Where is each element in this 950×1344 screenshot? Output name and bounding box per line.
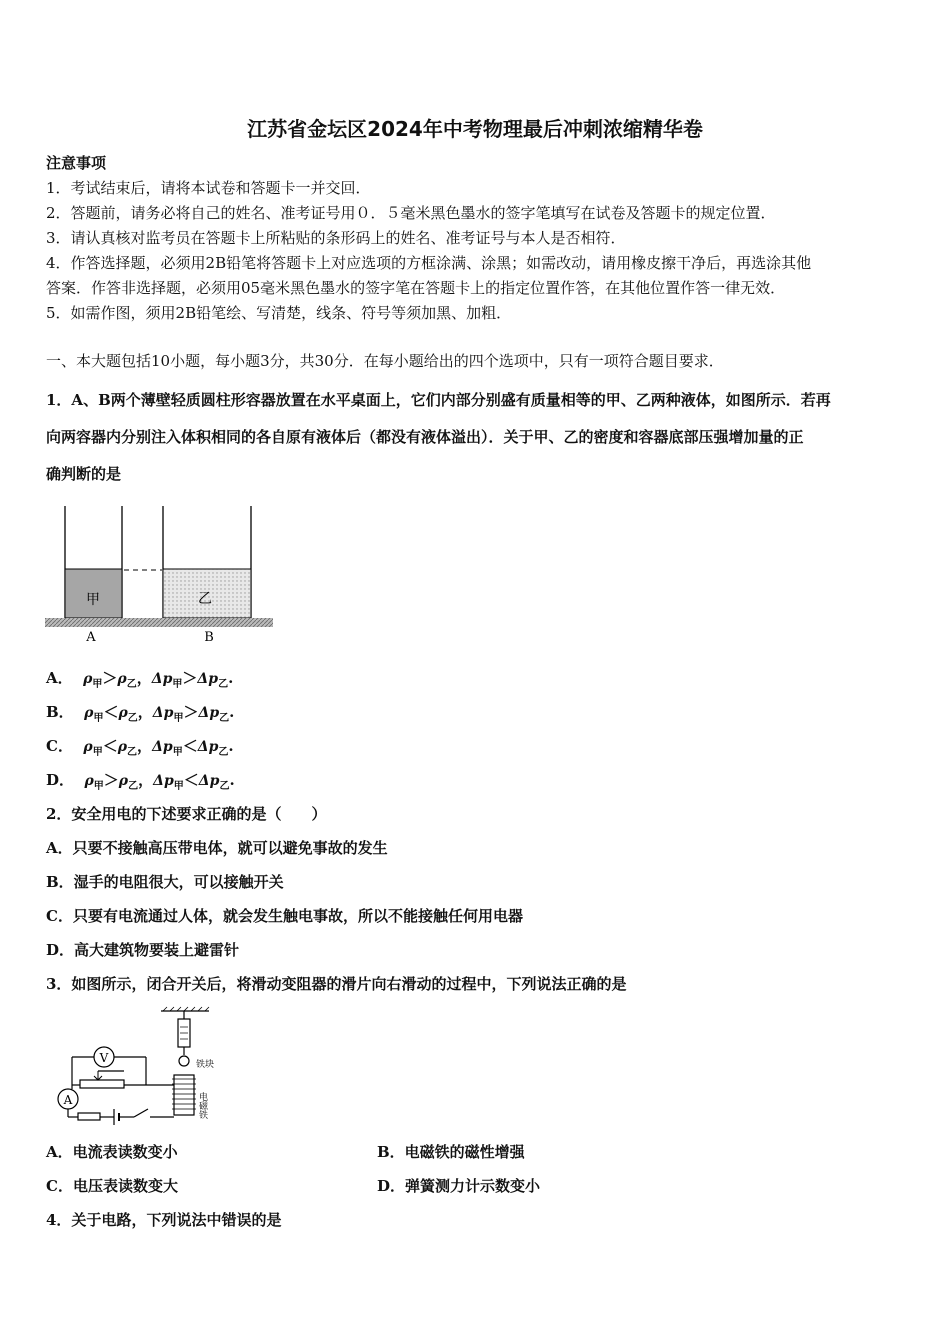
question-3-option-c[interactable]: C．电压表读数变大 — [46, 1177, 178, 1195]
containers-figure — [40, 500, 280, 650]
notice-item: 5．如需作图，须用2B铅笔绘、写清楚，线条、符号等须加黑、加粗． — [46, 304, 512, 322]
page-title: 江苏省金坛区2024年中考物理最后冲刺浓缩精华卷 — [247, 117, 703, 141]
question-1-option-d[interactable]: D． $\rho_甲>\rho_乙$，$\Delta p_甲<\Delta p_乙$. — [46, 771, 235, 792]
question-1-option-c[interactable]: C． $\rho_甲<\rho_乙$，$\Delta p_甲<\Delta p_乙$. — [46, 737, 234, 758]
ammeter-label: A — [63, 1093, 73, 1107]
electromagnet-label: 电磁铁 — [197, 1092, 207, 1119]
question-4-stem: 4．关于电路，下列说法中错误的是 — [46, 1211, 282, 1229]
table-surface — [45, 618, 273, 627]
notice-item: 3．请认真核对监考员在答题卡上所粘贴的条形码上的姓名、准考证号与本人是否相符． — [46, 229, 626, 247]
notice-heading: 注意事项 — [46, 154, 107, 172]
container-b — [163, 506, 251, 618]
question-2-option-c[interactable]: C．只要有电流通过人体，就会发生触电事故，所以不能接触任何用电器 — [46, 907, 523, 925]
question-1-line: 向两容器内分别注入体积相同的各自原有液体后（都没有液体溢出）．关于甲、乙的密度和容器底部压强增加量的正 — [46, 428, 804, 446]
container-b-label: B — [204, 630, 214, 645]
question-3-option-a[interactable]: A．电流表读数变小 — [46, 1143, 178, 1161]
notice-item: 4．作答选择题，必须用2B铅笔将答题卡上对应选项的方框涂满、涂黑；如需改动，请用橡皮擦干净后，再选涂其他 — [46, 254, 812, 272]
question-2-option-a[interactable]: A．只要不接触高压带电体，就可以避免事故的发生 — [46, 839, 388, 857]
question-2-stem: 2．安全用电的下述要求正确的是（ ） — [46, 805, 327, 823]
question-1-line: 确判断的是 — [46, 465, 122, 483]
question-3-stem: 3．如图所示，闭合开关后，将滑动变阻器的滑片向右滑动的过程中，下列说法正确的是 — [46, 975, 627, 993]
question-2-option-d[interactable]: D．高大建筑物要装上避雷针 — [46, 941, 240, 959]
switch — [134, 1109, 148, 1117]
notice-item: 2．答题前，请务必将自己的姓名、准考证号用０．５毫米黑色墨水的签字笔填写在试卷及答题卡的规定位置． — [46, 204, 776, 222]
question-2-option-b[interactable]: B．湿手的电阻很大，可以接触开关 — [46, 873, 284, 891]
resistor — [78, 1113, 100, 1120]
rheostat — [80, 1080, 124, 1088]
question-3-option-d[interactable]: D．弹簧测力计示数变小 — [377, 1177, 541, 1195]
liquid-b-label: 乙 — [198, 591, 212, 607]
question-1-option-a[interactable]: A． $\rho_甲>\rho_乙$，$\Delta p_甲>\Delta p_乙$. — [46, 669, 234, 690]
question-3-option-b[interactable]: B．电磁铁的磁性增强 — [377, 1143, 525, 1161]
notice-item: 答案．作答非选择题，必须用05毫米黑色墨水的签字笔在答题卡上的指定位置作答，在其他位置作答一律无效． — [46, 279, 786, 297]
voltmeter-label: V — [99, 1051, 109, 1065]
section-heading: 一、本大题包括10小题，每小题3分，共30分．在每小题给出的四个选项中，只有一项符合题目要求． — [46, 352, 724, 370]
question-1-option-b[interactable]: B． $\rho_甲<\rho_乙$，$\Delta p_甲>\Delta p_乙$. — [46, 703, 235, 724]
circuit-figure — [44, 1005, 244, 1125]
container-a — [65, 506, 122, 618]
liquid-a-label: 甲 — [86, 592, 100, 608]
question-1-line: 1．A、B两个薄壁轻质圆柱形容器放置在水平桌面上，它们内部分别盛有质量相等的甲、乙两种液体，如图所示．若再 — [46, 391, 831, 409]
notice-item: 1．考试结束后，请将本试卷和答题卡一并交回． — [46, 179, 371, 197]
iron-block-label: 铁块 — [196, 1060, 215, 1070]
container-a-label: A — [86, 630, 96, 645]
iron-block — [179, 1056, 189, 1066]
